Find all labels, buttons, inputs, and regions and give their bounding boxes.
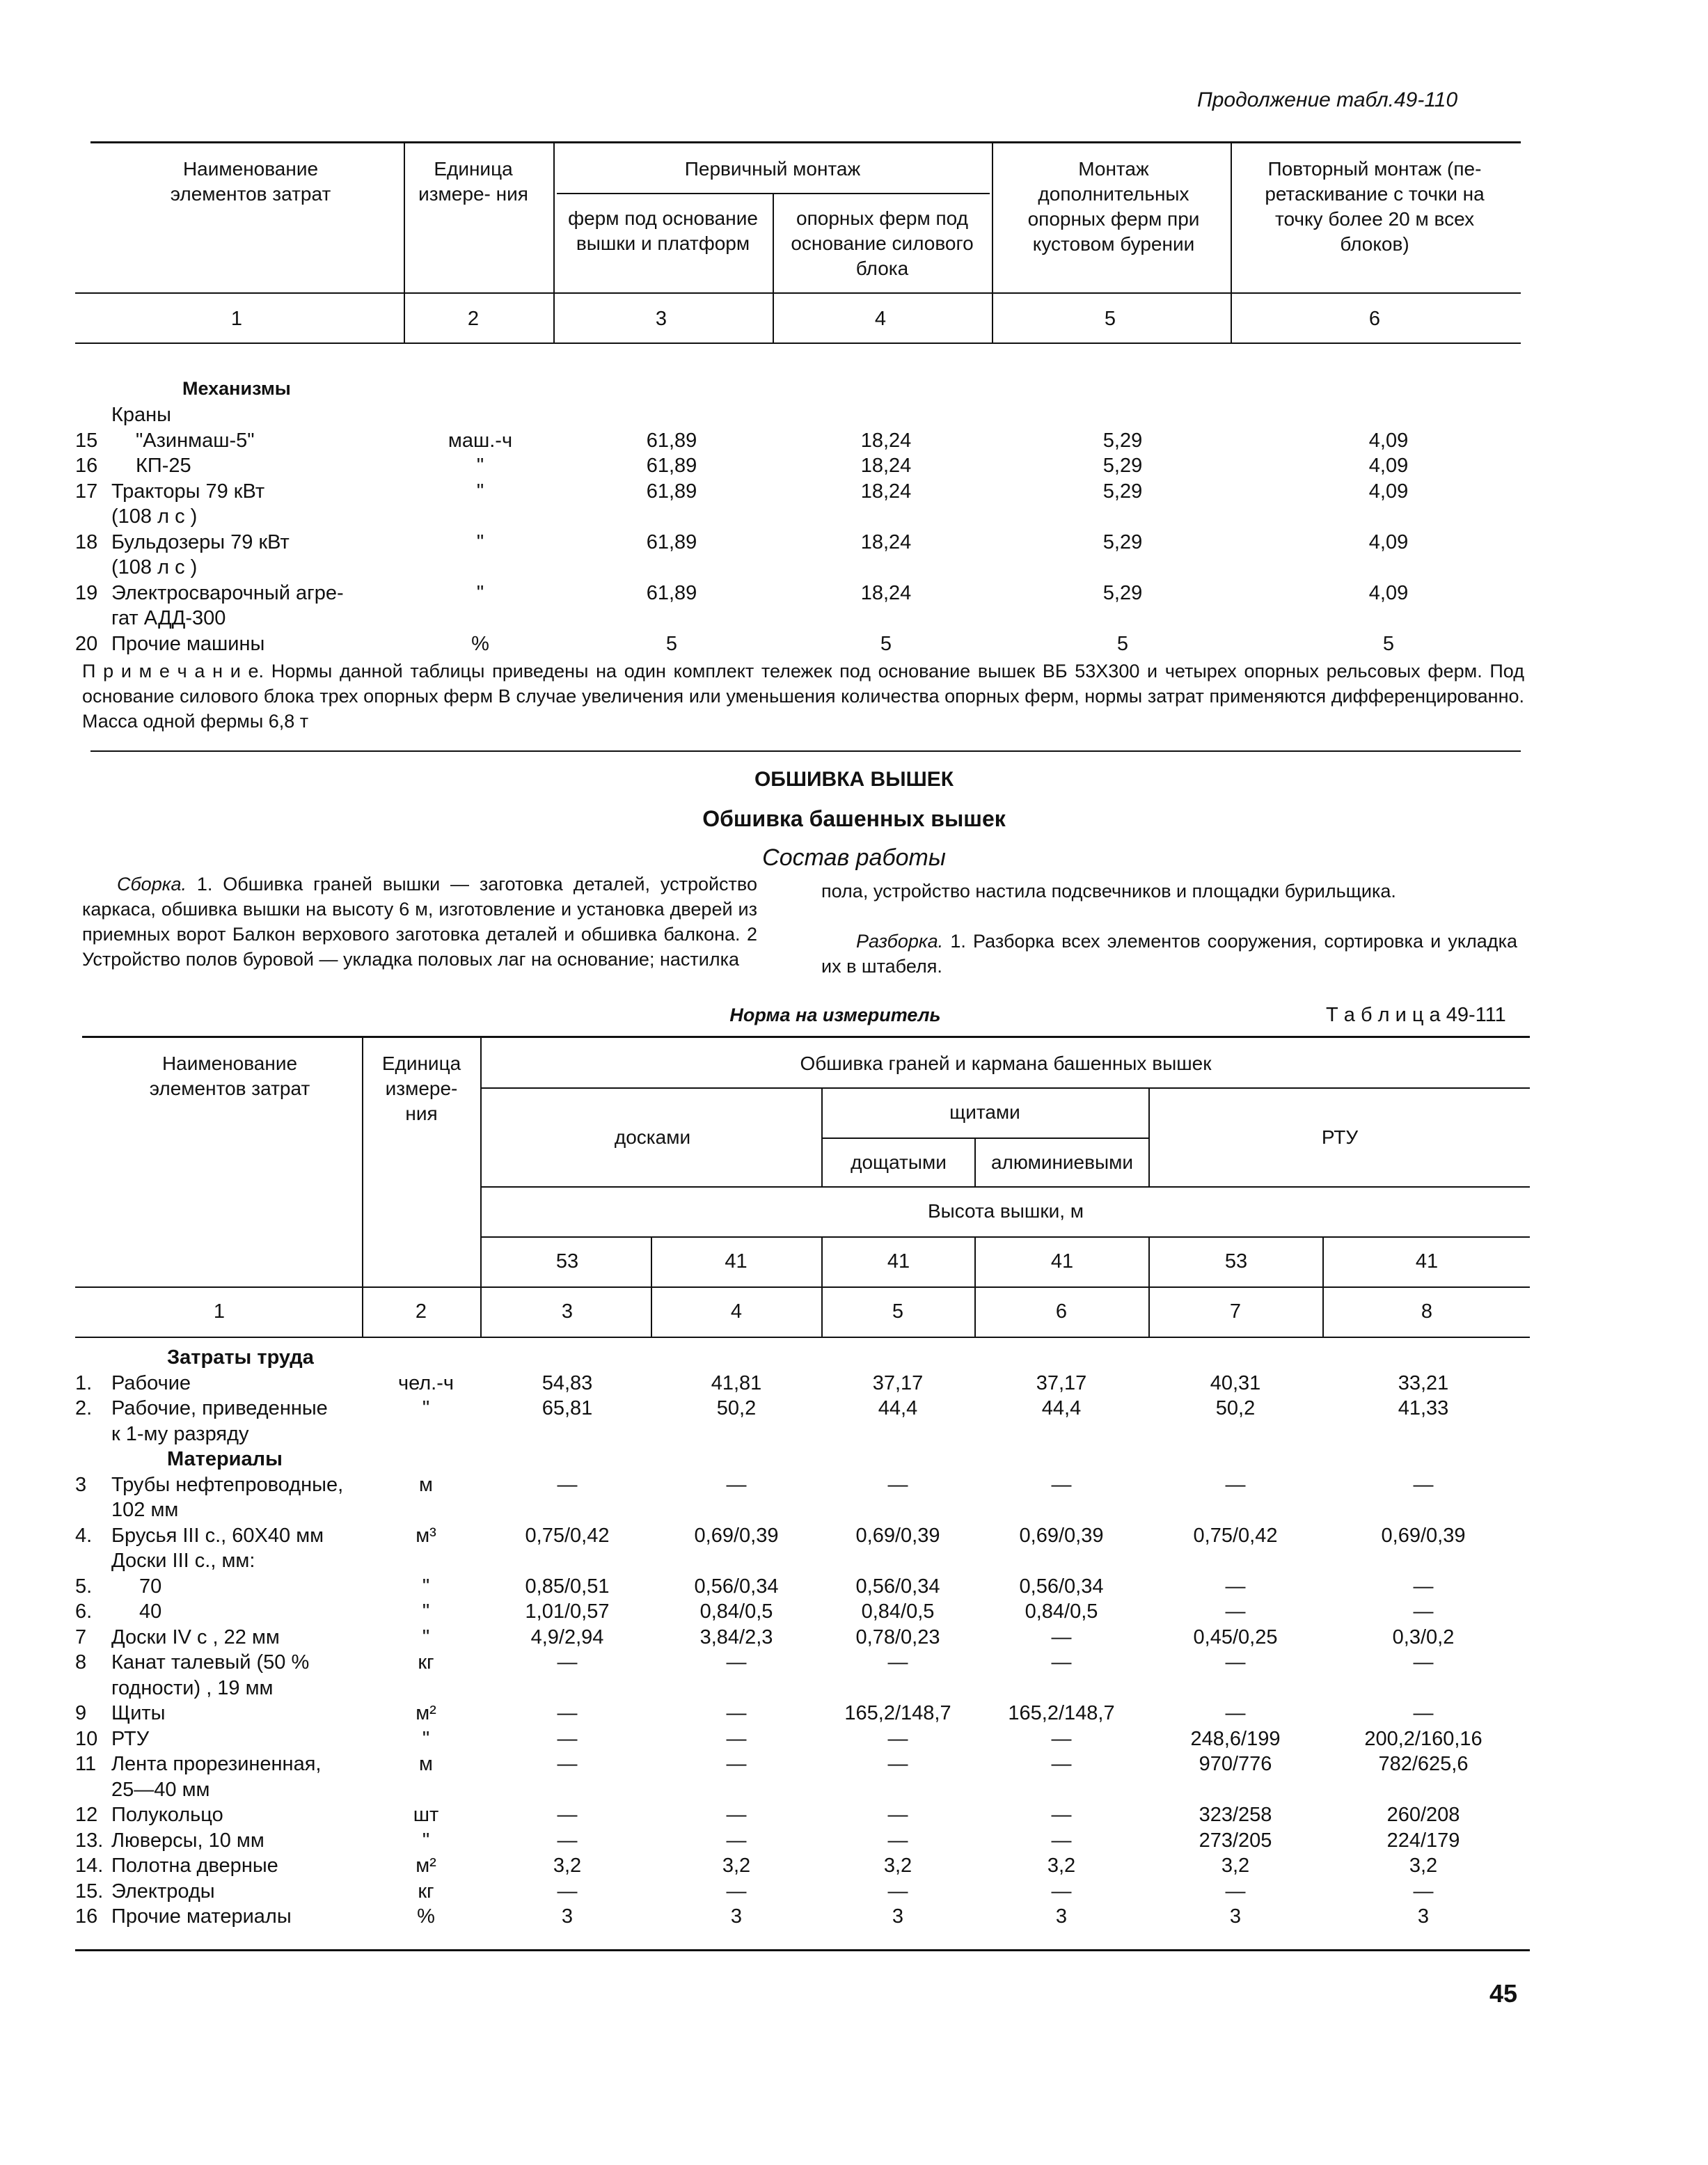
t2-row-value: —	[1225, 1473, 1246, 1496]
t2-row-unit: "	[422, 1829, 430, 1852]
t2-row-unit: чел.-ч	[397, 1371, 454, 1394]
t2-row-value: 248,6/199	[1190, 1727, 1281, 1750]
t1-row-value: 61,89	[646, 581, 697, 604]
t2-row-number: 4.	[75, 1524, 93, 1547]
t2-row-number: 12	[75, 1804, 98, 1826]
t1-row-number: 19	[75, 581, 98, 604]
t2-row-name: 102 мм	[111, 1499, 179, 1521]
t2-row-value: 0,84/0,5	[861, 1600, 935, 1623]
t2-row-value: 165,2/148,7	[1008, 1702, 1115, 1724]
t2-row-value: 50,2	[716, 1397, 757, 1419]
t1-header-unit: Единица измере- ния	[418, 158, 528, 205]
t1-row-value: 5,29	[1102, 581, 1143, 604]
t1-row-name: (108 л с )	[111, 505, 198, 528]
t2-header-rtu: РТУ	[1321, 1126, 1359, 1148]
t2-row-value: —	[557, 1702, 578, 1724]
t2-row-value: —	[726, 1702, 747, 1724]
t2-row-value: 0,56/0,34	[694, 1575, 779, 1598]
t2-row-value: 44,4	[878, 1397, 918, 1419]
t2-header-shields: щитами	[949, 1101, 1020, 1123]
t2-row-value: 0,84/0,5	[699, 1600, 773, 1623]
t2-row-value: 3,2	[1221, 1855, 1250, 1877]
t2-row-number: 7	[75, 1625, 87, 1648]
t2-row-name: 40	[139, 1600, 162, 1623]
t1-note-text: Нормы данной таблицы приведены на один комплект тележек под основание вышек ВБ 53Х300 и четырех опорных рельсовых ферм. Под основание силового блока трех опорных ферм В случае увеличения или уменьшения количества опорных ферм, нормы затрат применяются дифференцированно. Масса одной фермы 6,8 т	[82, 661, 1524, 732]
t2-row-unit: "	[422, 1397, 430, 1419]
t2-row-number: 1.	[75, 1371, 93, 1394]
t2-row-number: 9	[75, 1702, 87, 1724]
t1-row-name: гат АДД-300	[111, 607, 226, 629]
t1-row-value: 4,09	[1368, 480, 1409, 503]
t2-row-name: Полотна дверные	[111, 1855, 278, 1877]
t2-row-unit: шт	[413, 1804, 439, 1826]
t2-row-value: 41,33	[1398, 1397, 1449, 1419]
t2-row-name: Рабочие, приведенные	[111, 1397, 328, 1419]
t2-header-unit: Единица измере- ния	[381, 1053, 461, 1124]
t2-row-number: 2.	[75, 1397, 93, 1419]
t2-row-value: 37,17	[872, 1371, 924, 1394]
t2-row-value: —	[726, 1880, 747, 1903]
t2-row-number: 11	[75, 1753, 97, 1775]
t1-row-value: 61,89	[646, 429, 697, 452]
t2-row-value: 970/776	[1199, 1753, 1272, 1775]
t2-row-value: —	[1413, 1473, 1434, 1496]
t1-row-name: Бульдозеры 79 кВт	[111, 530, 290, 553]
t1-row-value: 61,89	[646, 480, 697, 503]
t1-row-unit: "	[476, 480, 484, 503]
t2-row-value: —	[1225, 1702, 1246, 1724]
t2-row-value: 0,75/0,42	[525, 1524, 610, 1547]
t1-row-number: 16	[75, 455, 98, 477]
t1-row-value: 5	[1382, 632, 1395, 655]
t2-row-unit: %	[417, 1905, 435, 1928]
t1-row-unit: маш.-ч	[448, 429, 513, 452]
t2-header-name: Наименование элементов затрат	[149, 1053, 310, 1099]
t1-row-value: 5,29	[1102, 429, 1143, 452]
table-label: Т а б л и ц а 49-111	[1326, 1004, 1506, 1026]
t1-row-value: 4,09	[1368, 581, 1409, 604]
t2-row-value: —	[1413, 1651, 1434, 1674]
work-assembly-cont: пола, устройство настила подсвечников и площадки бурильщика.	[821, 881, 1396, 902]
t2-section-label: Затраты труда	[167, 1346, 314, 1369]
t2-row-value: —	[1051, 1625, 1072, 1648]
t2-row-value: —	[1051, 1804, 1072, 1826]
t1-row-value: 5	[880, 632, 892, 655]
t2-row-name: Доски III с., мм:	[111, 1550, 255, 1572]
t2-row-value: —	[1413, 1880, 1434, 1903]
t2-row-unit: "	[422, 1600, 430, 1623]
t2-row-value: 0,69/0,39	[1019, 1524, 1104, 1547]
t1-row-unit: "	[476, 455, 484, 477]
t2-row-value: 4,9/2,94	[530, 1625, 604, 1648]
t2-row-unit: кг	[418, 1880, 434, 1903]
t2-row-value: —	[1051, 1651, 1072, 1674]
t2-row-unit: "	[422, 1575, 430, 1598]
t1-header-col3: ферм под основание вышки и платформ	[568, 207, 758, 254]
t2-row-value: —	[726, 1473, 747, 1496]
t2-header-height: Высота вышки, м	[927, 1200, 1084, 1222]
t1-row-value: 5	[665, 632, 678, 655]
t2-row-value: 224/179	[1386, 1829, 1460, 1852]
t2-row-value: —	[887, 1651, 908, 1674]
t2-row-value: —	[726, 1651, 747, 1674]
work-title: Состав работы	[762, 844, 946, 871]
t2-row-name: годности) , 19 мм	[111, 1676, 274, 1699]
t2-row-value: —	[1225, 1600, 1246, 1623]
t1-row-value: 18,24	[860, 530, 912, 553]
t2-row-value: —	[726, 1727, 747, 1750]
t2-row-value: —	[1051, 1473, 1072, 1496]
t2-row-name: Люверсы, 10 мм	[111, 1829, 264, 1852]
t2-row-value: 0,56/0,34	[1019, 1575, 1104, 1598]
t2-row-value: —	[1225, 1575, 1246, 1598]
t2-row-value: 0,56/0,34	[855, 1575, 940, 1598]
t2-row-value: —	[557, 1804, 578, 1826]
t2-row-value: —	[726, 1829, 747, 1852]
t2-colnum: 2	[415, 1300, 427, 1323]
t1-row-value: 61,89	[646, 455, 697, 477]
t2-row-value: —	[557, 1727, 578, 1750]
t1-colnum: 6	[1368, 308, 1381, 330]
t2-row-value: —	[887, 1880, 908, 1903]
t1-row-value: 18,24	[860, 480, 912, 503]
t2-height: 53	[555, 1250, 579, 1273]
t2-row-value: —	[887, 1804, 908, 1826]
t2-header-plank: дощатыми	[851, 1151, 947, 1173]
work-disassembly	[821, 929, 1517, 979]
t2-row-value: 0,45/0,25	[1193, 1625, 1278, 1648]
t2-header-alum: алюминиевыми	[990, 1151, 1134, 1173]
work-assembly	[82, 872, 757, 972]
t1-row-name: Краны	[111, 404, 172, 426]
t2-row-value: 3	[1417, 1905, 1430, 1928]
t2-row-value: 782/625,6	[1378, 1753, 1469, 1775]
t2-row-unit: м	[419, 1753, 433, 1775]
t1-row-number: 17	[75, 480, 98, 503]
t1-row-name: Прочие машины	[111, 632, 265, 655]
disassembly-text: 1. Разборка всех элементов сооружения, сортировка и укладка их в штабеля.	[821, 931, 1517, 977]
section-title: ОБШИВКА ВЫШЕК	[754, 768, 954, 791]
t1-row-number: 18	[75, 530, 98, 553]
t2-row-value: 3	[730, 1905, 743, 1928]
t2-row-value: 37,17	[1036, 1371, 1087, 1394]
t2-row-value: —	[1413, 1702, 1434, 1724]
t2-row-value: 40,31	[1210, 1371, 1261, 1394]
t2-row-value: —	[1051, 1880, 1072, 1903]
t2-row-value: 65,81	[541, 1397, 593, 1419]
t2-row-value: 3	[892, 1905, 904, 1928]
t2-row-number: 10	[75, 1727, 98, 1750]
t2-row-unit: кг	[418, 1651, 434, 1674]
t2-row-name: 70	[139, 1575, 162, 1598]
t2-row-name: Прочие материалы	[111, 1905, 292, 1928]
t2-row-number: 6.	[75, 1600, 93, 1623]
t2-colnum: 7	[1229, 1300, 1242, 1323]
t2-row-value: 0,84/0,5	[1025, 1600, 1098, 1623]
t2-colnum: 3	[561, 1300, 574, 1323]
t2-row-number: 8	[75, 1651, 87, 1674]
t2-row-value: 273/205	[1199, 1829, 1272, 1852]
t1-row-value: 5,29	[1102, 480, 1143, 503]
t2-row-name: к 1-му разряду	[111, 1422, 249, 1445]
t1-row-value: 18,24	[860, 581, 912, 604]
t2-height: 41	[1415, 1250, 1439, 1273]
t2-header-group: Обшивка граней и кармана башенных вышек	[800, 1053, 1212, 1074]
t1-row-number: 15	[75, 429, 98, 452]
t2-row-value: —	[557, 1829, 578, 1852]
t2-row-unit: м	[419, 1473, 433, 1496]
norm-label: Норма на измеритель	[729, 1005, 941, 1025]
t1-colnum: 1	[230, 308, 243, 330]
t1-colnum: 3	[655, 308, 667, 330]
t2-row-name: Доски IV с , 22 мм	[111, 1625, 280, 1648]
t1-row-name: КП-25	[136, 455, 191, 477]
t1-row-number: 20	[75, 632, 98, 655]
t1-colnum: 4	[874, 308, 887, 330]
t1-header-name: Наименование элементов затрат	[170, 158, 331, 205]
t2-height: 41	[887, 1250, 910, 1273]
t1-row-value: 18,24	[860, 429, 912, 452]
t2-row-value: 323/258	[1199, 1804, 1272, 1826]
t2-row-value: 200,2/160,16	[1364, 1727, 1482, 1750]
t2-row-value: 3,84/2,3	[699, 1625, 773, 1648]
t1-row-value: 4,09	[1368, 530, 1409, 553]
t2-row-value: 3	[561, 1905, 574, 1928]
t1-note-label: П р и м е ч а н и е.	[82, 661, 264, 682]
t2-row-unit: "	[422, 1727, 430, 1750]
t1-colnum: 2	[467, 308, 480, 330]
t2-row-value: —	[557, 1473, 578, 1496]
t2-row-value: 3,2	[553, 1855, 582, 1877]
assembly-text: 1. Обшивка граней вышки — заготовка деталей, устройство каркаса, обшивка вышки на высоту 6 м, изготовление и установка дверей из приемных ворот Балкон верхового заготовка деталей и обшивка балкона. 2 Устройство полов буровой — укладка половых лаг на основание; настилка	[82, 874, 757, 970]
t1-row-unit: %	[471, 632, 489, 655]
t2-row-value: 0,69/0,39	[694, 1524, 779, 1547]
t2-row-name: 25—40 мм	[111, 1778, 210, 1801]
t2-row-value: 3,2	[883, 1855, 912, 1877]
section-subtitle: Обшивка башенных вышек	[702, 806, 1006, 831]
t2-row-value: —	[1413, 1600, 1434, 1623]
t2-row-value: —	[1051, 1727, 1072, 1750]
t2-row-value: 3,2	[1047, 1855, 1076, 1877]
t1-row-name: Электросварочный агре-	[111, 581, 344, 604]
t2-row-value: 3,2	[722, 1855, 751, 1877]
page-number: 45	[1489, 1979, 1518, 2008]
t1-note	[82, 659, 1524, 734]
t2-row-number: 5.	[75, 1575, 93, 1598]
t2-row-value: 3	[1055, 1905, 1068, 1928]
t1-colnum: 5	[1104, 308, 1116, 330]
t2-row-name: Канат талевый (50 %	[111, 1651, 310, 1674]
t1-row-name: Тракторы 79 кВт	[111, 480, 265, 503]
t1-row-value: 4,09	[1368, 429, 1409, 452]
t2-row-value: 54,83	[541, 1371, 593, 1394]
t1-header-col4: опорных ферм под основание силового блока	[791, 207, 974, 279]
t2-colnum: 6	[1055, 1300, 1068, 1323]
t2-row-value: 1,01/0,57	[525, 1600, 610, 1623]
t2-colnum: 4	[730, 1300, 743, 1323]
t1-row-unit: "	[476, 530, 484, 553]
continuation-label: Продолжение табл.49-110	[1197, 88, 1458, 111]
t2-height: 41	[1050, 1250, 1074, 1273]
t2-row-value: 50,2	[1215, 1397, 1256, 1419]
assembly-label: Сборка.	[117, 874, 187, 895]
t2-row-value: 260/208	[1386, 1804, 1460, 1826]
t2-row-name: Полукольцо	[111, 1804, 223, 1826]
t1-section-mechanisms: Механизмы	[182, 378, 291, 399]
t2-row-value: —	[1225, 1651, 1246, 1674]
t2-row-unit: "	[422, 1625, 430, 1648]
t2-row-number: 13.	[75, 1829, 104, 1852]
t1-row-value: 61,89	[646, 530, 697, 553]
t2-row-name: Трубы нефтепроводные,	[111, 1473, 344, 1496]
t2-row-value: —	[1051, 1753, 1072, 1775]
t1-row-value: 5,29	[1102, 455, 1143, 477]
t1-row-unit: "	[476, 581, 484, 604]
t2-row-value: 0,75/0,42	[1193, 1524, 1278, 1547]
t2-row-unit: м³	[416, 1524, 436, 1547]
t2-row-number: 3	[75, 1473, 87, 1496]
t2-row-value: —	[557, 1880, 578, 1903]
t2-row-number: 15.	[75, 1880, 104, 1903]
t2-row-value: —	[726, 1804, 747, 1826]
t2-row-unit: м²	[416, 1702, 436, 1724]
t2-colnum: 8	[1421, 1300, 1433, 1323]
t2-row-value: —	[887, 1473, 908, 1496]
t1-row-name: "Азинмаш-5"	[136, 429, 255, 452]
t2-row-value: 0,85/0,51	[525, 1575, 610, 1598]
t1-header-col6: Повторный монтаж (пе- ретаскивание с точки на точку более 20 м всех блоков)	[1265, 158, 1485, 255]
t2-height: 41	[725, 1250, 748, 1273]
t2-section-label: Материалы	[167, 1448, 283, 1470]
t2-row-name: Щиты	[111, 1702, 166, 1724]
t2-row-value: —	[557, 1651, 578, 1674]
t2-row-value: 41,81	[711, 1371, 762, 1394]
t1-header-primary: Первичный монтаж	[684, 158, 861, 180]
t2-row-name: Лента прорезиненная,	[111, 1753, 322, 1775]
t2-row-value: 0,69/0,39	[855, 1524, 940, 1547]
t2-header-boards: досками	[614, 1126, 691, 1148]
t2-row-name: Рабочие	[111, 1371, 191, 1394]
t2-colnum: 5	[892, 1300, 904, 1323]
t2-row-value: —	[887, 1753, 908, 1775]
t2-row-value: —	[887, 1727, 908, 1750]
t2-row-value: —	[887, 1829, 908, 1852]
t2-row-value: 3,2	[1409, 1855, 1438, 1877]
t1-header-col5: Монтаж дополнительных опорных ферм при кустовом бурении	[1027, 158, 1200, 255]
disassembly-label: Разборка.	[856, 931, 944, 952]
t2-row-value: 0,69/0,39	[1381, 1524, 1466, 1547]
t2-row-unit: м²	[416, 1855, 436, 1877]
t2-row-name: Брусья III с., 60Х40 мм	[111, 1524, 324, 1547]
t1-row-value: 5	[1116, 632, 1129, 655]
t1-row-name: (108 л с )	[111, 556, 198, 578]
t2-row-value: —	[557, 1753, 578, 1775]
t2-row-value: 33,21	[1398, 1371, 1449, 1394]
t2-row-value: 0,78/0,23	[855, 1625, 940, 1648]
t1-row-value: 4,09	[1368, 455, 1409, 477]
t2-row-name: Электроды	[111, 1880, 215, 1903]
t2-row-value: 0,3/0,2	[1392, 1625, 1455, 1648]
t2-row-value: —	[1051, 1829, 1072, 1852]
t2-row-number: 16	[75, 1905, 98, 1928]
t2-row-value: —	[1225, 1880, 1246, 1903]
t2-row-value: 44,4	[1041, 1397, 1082, 1419]
t1-row-value: 18,24	[860, 455, 912, 477]
t2-row-value: —	[1413, 1575, 1434, 1598]
t2-row-name: РТУ	[111, 1727, 150, 1750]
t2-row-value: 3	[1229, 1905, 1242, 1928]
t2-row-number: 14.	[75, 1855, 104, 1877]
t1-row-value: 5,29	[1102, 530, 1143, 553]
t2-row-value: 165,2/148,7	[844, 1702, 951, 1724]
t2-height: 53	[1224, 1250, 1248, 1273]
t2-row-value: —	[726, 1753, 747, 1775]
t2-colnum: 1	[213, 1300, 226, 1323]
